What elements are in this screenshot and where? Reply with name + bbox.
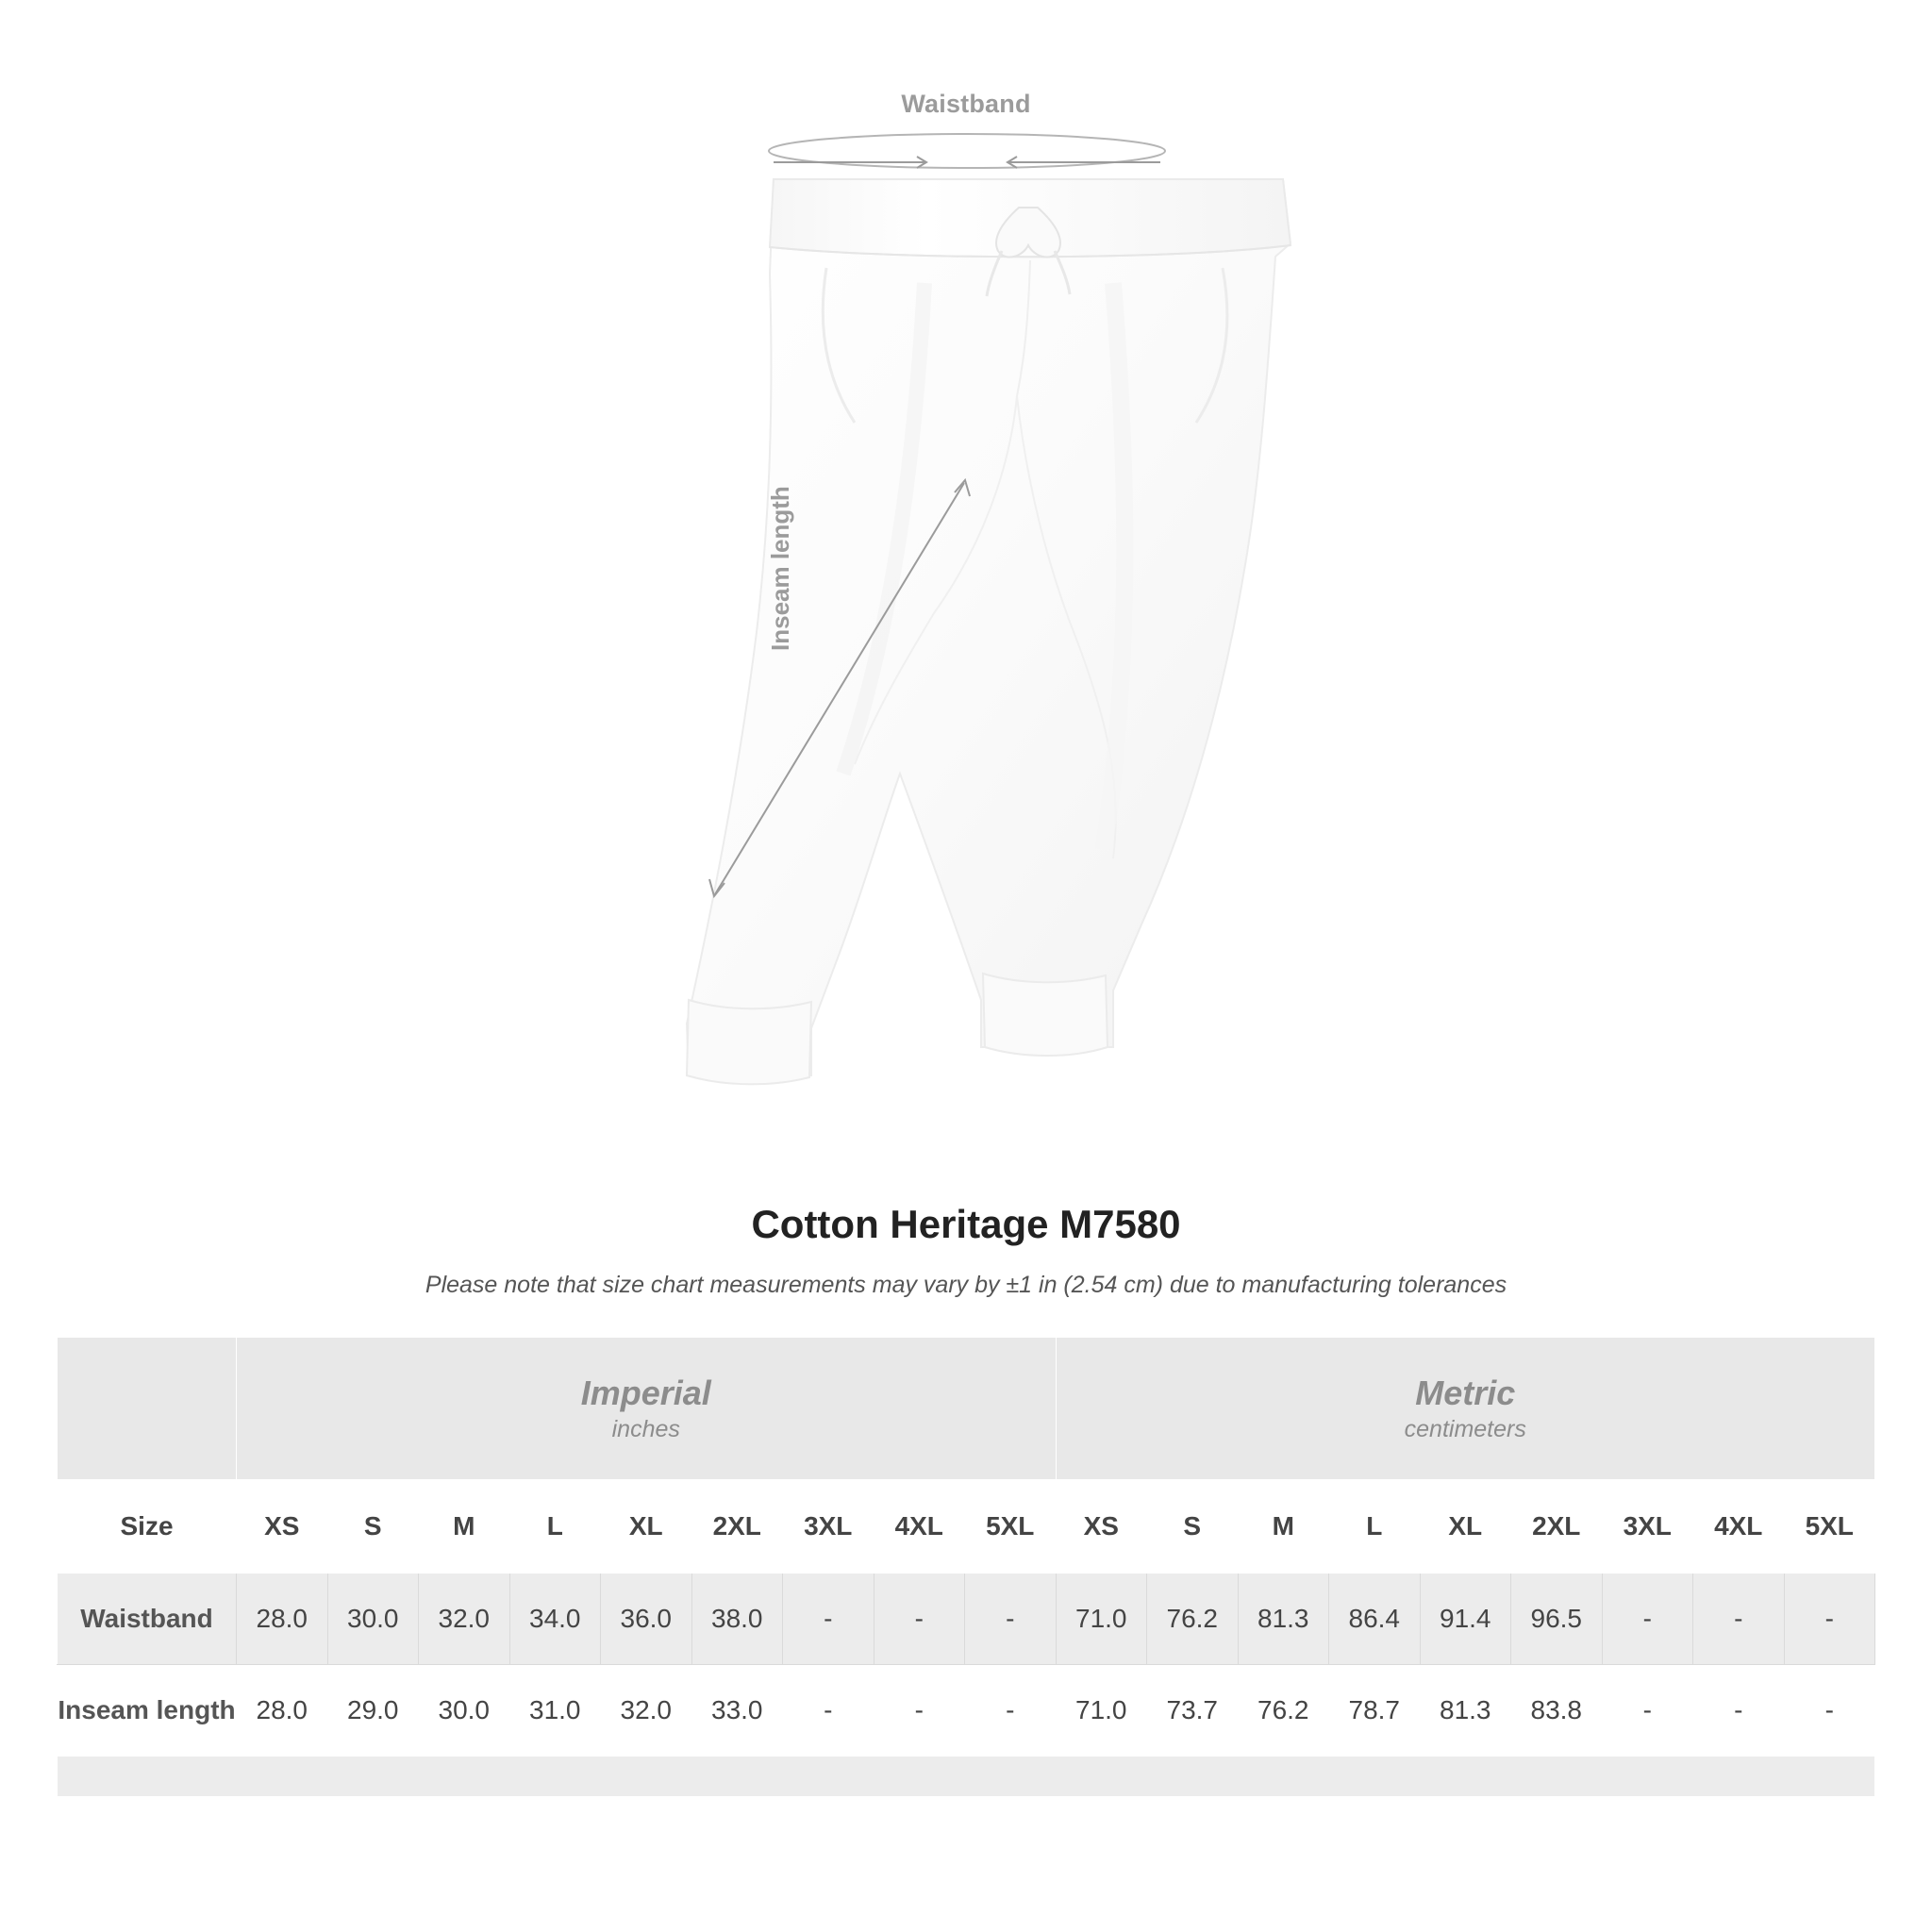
cell-waistband-imperial-m: 32.0 (419, 1574, 510, 1665)
cell-inseam-metric-s: 73.7 (1147, 1665, 1239, 1757)
size-col-metric-l: L (1329, 1480, 1421, 1574)
table-footer-cell (58, 1757, 1875, 1797)
size-col-imperial-xs: XS (237, 1480, 328, 1574)
cell-inseam-imperial-2xl: 33.0 (691, 1665, 783, 1757)
cell-inseam-imperial-4xl: - (874, 1665, 965, 1757)
size-chart-table (57, 1337, 1875, 1797)
cell-waistband-metric-4xl: - (1693, 1574, 1785, 1665)
size-col-imperial-3xl: 3XL (783, 1480, 874, 1574)
cell-waistband-imperial-xs: 28.0 (237, 1574, 328, 1665)
row-label-inseam-length: Inseam length (58, 1665, 237, 1757)
cell-inseam-metric-xl: 81.3 (1420, 1665, 1511, 1757)
cell-waistband-imperial-2xl: 38.0 (691, 1574, 783, 1665)
cell-waistband-metric-5xl: - (1784, 1574, 1875, 1665)
size-label: Size (58, 1480, 237, 1574)
size-col-imperial-2xl: 2XL (691, 1480, 783, 1574)
cell-inseam-imperial-3xl: - (783, 1665, 874, 1757)
size-col-metric-xl: XL (1420, 1480, 1511, 1574)
inseam-callout-label: Inseam length (766, 486, 794, 651)
cell-inseam-metric-4xl: - (1693, 1665, 1785, 1757)
cell-inseam-metric-l: 78.7 (1329, 1665, 1421, 1757)
table-footer-row (58, 1757, 1875, 1797)
size-col-metric-4xl: 4XL (1693, 1480, 1785, 1574)
cell-inseam-imperial-xl: 32.0 (601, 1665, 692, 1757)
cell-waistband-imperial-s: 30.0 (327, 1574, 419, 1665)
cell-waistband-imperial-3xl: - (783, 1574, 874, 1665)
unit-header-spacer (58, 1338, 237, 1480)
cell-inseam-imperial-xs: 28.0 (237, 1665, 328, 1757)
size-col-metric-s: S (1147, 1480, 1239, 1574)
tolerance-note: Please note that size chart measurements may vary by ±1 in (2.54 cm) due to manufacturing tolerances (425, 1272, 1507, 1298)
cell-waistband-imperial-xl: 36.0 (601, 1574, 692, 1665)
size-col-metric-2xl: 2XL (1511, 1480, 1603, 1574)
size-col-metric-5xl: 5XL (1784, 1480, 1875, 1574)
cell-inseam-metric-m: 76.2 (1238, 1665, 1329, 1757)
page-title: Cotton Heritage M7580 (751, 1202, 1181, 1246)
size-col-imperial-s: S (327, 1480, 419, 1574)
cell-inseam-metric-2xl: 83.8 (1511, 1665, 1603, 1757)
unit-header-row (58, 1338, 1875, 1480)
cell-inseam-imperial-m: 30.0 (419, 1665, 510, 1757)
metric-header-cell (1056, 1338, 1875, 1480)
table-row (58, 1665, 1875, 1757)
cell-inseam-imperial-s: 29.0 (327, 1665, 419, 1757)
imperial-header-cell (237, 1338, 1057, 1480)
cell-waistband-imperial-4xl: - (874, 1574, 965, 1665)
inseam-measure-arrow-icon (698, 472, 981, 906)
title-block (0, 1202, 1932, 1299)
cell-inseam-metric-3xl: - (1602, 1665, 1693, 1757)
size-col-metric-m: M (1238, 1480, 1329, 1574)
cell-waistband-metric-xs: 71.0 (1056, 1574, 1147, 1665)
cell-waistband-metric-3xl: - (1602, 1574, 1693, 1665)
size-col-imperial-xl: XL (601, 1480, 692, 1574)
waistband-callout-label: Waistband (901, 90, 1031, 118)
cell-inseam-imperial-5xl: - (965, 1665, 1057, 1757)
cell-waistband-metric-l: 86.4 (1329, 1574, 1421, 1665)
metric-unit-label: centimeters (1404, 1415, 1526, 1442)
row-label-waistband: Waistband (58, 1574, 237, 1665)
cell-waistband-metric-xl: 91.4 (1420, 1574, 1511, 1665)
cell-inseam-imperial-l: 31.0 (509, 1665, 601, 1757)
size-col-imperial-m: M (419, 1480, 510, 1574)
cell-waistband-imperial-5xl: - (965, 1574, 1057, 1665)
imperial-unit-label: inches (611, 1415, 680, 1442)
cell-waistband-metric-2xl: 96.5 (1511, 1574, 1603, 1665)
size-col-imperial-5xl: 5XL (965, 1480, 1057, 1574)
size-col-imperial-l: L (509, 1480, 601, 1574)
size-col-imperial-4xl: 4XL (874, 1480, 965, 1574)
metric-system-label: Metric (1415, 1373, 1516, 1412)
table-row (58, 1574, 1875, 1665)
cell-waistband-metric-m: 81.3 (1238, 1574, 1329, 1665)
cell-inseam-metric-xs: 71.0 (1056, 1665, 1147, 1757)
cell-waistband-imperial-l: 34.0 (509, 1574, 601, 1665)
size-chart-table-wrap (0, 1337, 1932, 1797)
cell-inseam-metric-5xl: - (1784, 1665, 1875, 1757)
size-col-metric-3xl: 3XL (1602, 1480, 1693, 1574)
size-header-row (58, 1480, 1875, 1574)
size-col-metric-xs: XS (1056, 1480, 1147, 1574)
imperial-system-label: Imperial (580, 1373, 711, 1412)
cell-waistband-metric-s: 76.2 (1147, 1574, 1239, 1665)
